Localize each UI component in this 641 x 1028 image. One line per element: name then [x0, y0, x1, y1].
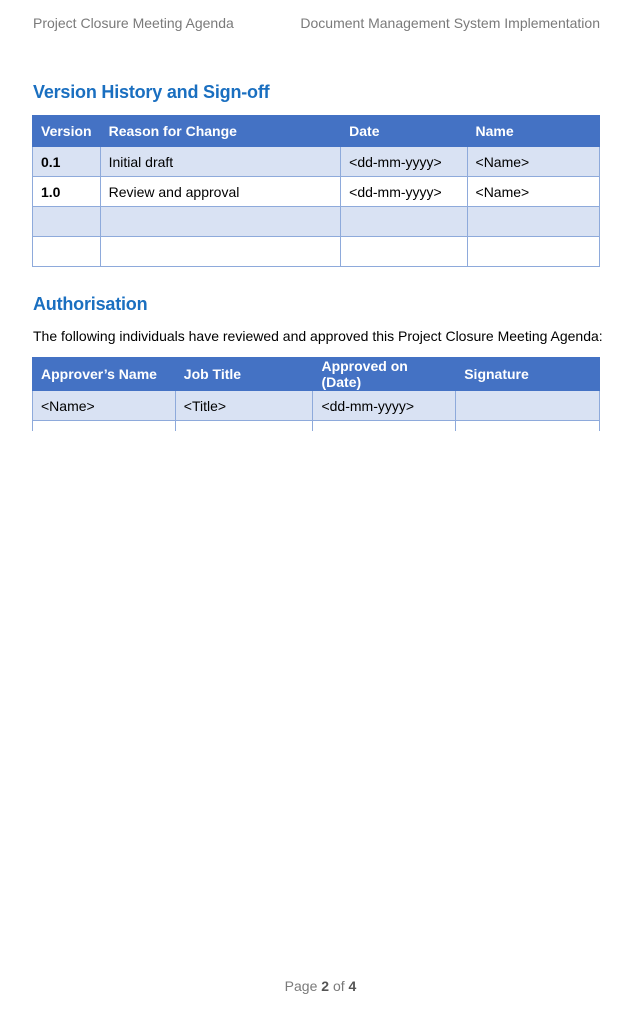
header-document-title: Project Closure Meeting Agenda: [33, 15, 234, 31]
column-header-reason: Reason for Change: [100, 116, 341, 147]
column-header-name: Name: [467, 116, 599, 147]
column-header-version: Version: [33, 116, 101, 147]
column-header-job-title: Job Title: [175, 358, 313, 391]
signature-cell: [456, 391, 600, 421]
version-history-table: [32, 115, 600, 267]
version-cell: [33, 207, 101, 237]
page-of-label: of: [329, 978, 349, 994]
approved-date-cell: <dd-mm-yyyy>: [313, 391, 456, 421]
table-header-row: [33, 358, 600, 391]
version-history-heading: Version History and Sign-off: [33, 82, 270, 102]
reason-cell: [100, 237, 341, 267]
date-cell: <dd-mm-yyyy>: [341, 177, 467, 207]
version-cell: [33, 237, 101, 267]
authorisation-heading: Authorisation: [33, 294, 148, 314]
table-row: [33, 391, 600, 421]
version-cell: 1.0: [33, 177, 101, 207]
page-label: Page: [284, 978, 322, 994]
name-cell: <Name>: [467, 147, 599, 177]
date-cell: [341, 207, 467, 237]
date-cell: <dd-mm-yyyy>: [341, 147, 467, 177]
table-header-row: [33, 116, 600, 147]
version-cell: 0.1: [33, 147, 101, 177]
current-page: 2: [321, 978, 330, 994]
column-header-approver-name: Approver’s Name: [33, 358, 176, 391]
name-cell: <Name>: [467, 177, 599, 207]
authorisation-intro: The following individuals have reviewed and approved this Project Closure Meeting Agenda:: [33, 328, 603, 344]
reason-cell: Review and approval: [100, 177, 341, 207]
header-project-name: Document Management System Implementation: [300, 15, 600, 31]
table-row: [33, 207, 600, 237]
column-header-approved-date: Approved on (Date): [313, 358, 456, 391]
column-header-date: Date: [341, 116, 467, 147]
name-cell: [467, 207, 599, 237]
date-cell: [341, 237, 467, 267]
name-cell: [467, 237, 599, 267]
table-row: [33, 147, 600, 177]
job-title-cell: <Title>: [175, 391, 313, 421]
approver-name-cell: <Name>: [33, 391, 176, 421]
reason-cell: [100, 207, 341, 237]
page-number: [0, 978, 641, 994]
total-pages: 4: [348, 978, 357, 994]
table-row: [33, 237, 600, 267]
table-row: [33, 177, 600, 207]
reason-cell: Initial draft: [100, 147, 341, 177]
page-blank-area: [0, 431, 641, 851]
column-header-signature: Signature: [456, 358, 600, 391]
